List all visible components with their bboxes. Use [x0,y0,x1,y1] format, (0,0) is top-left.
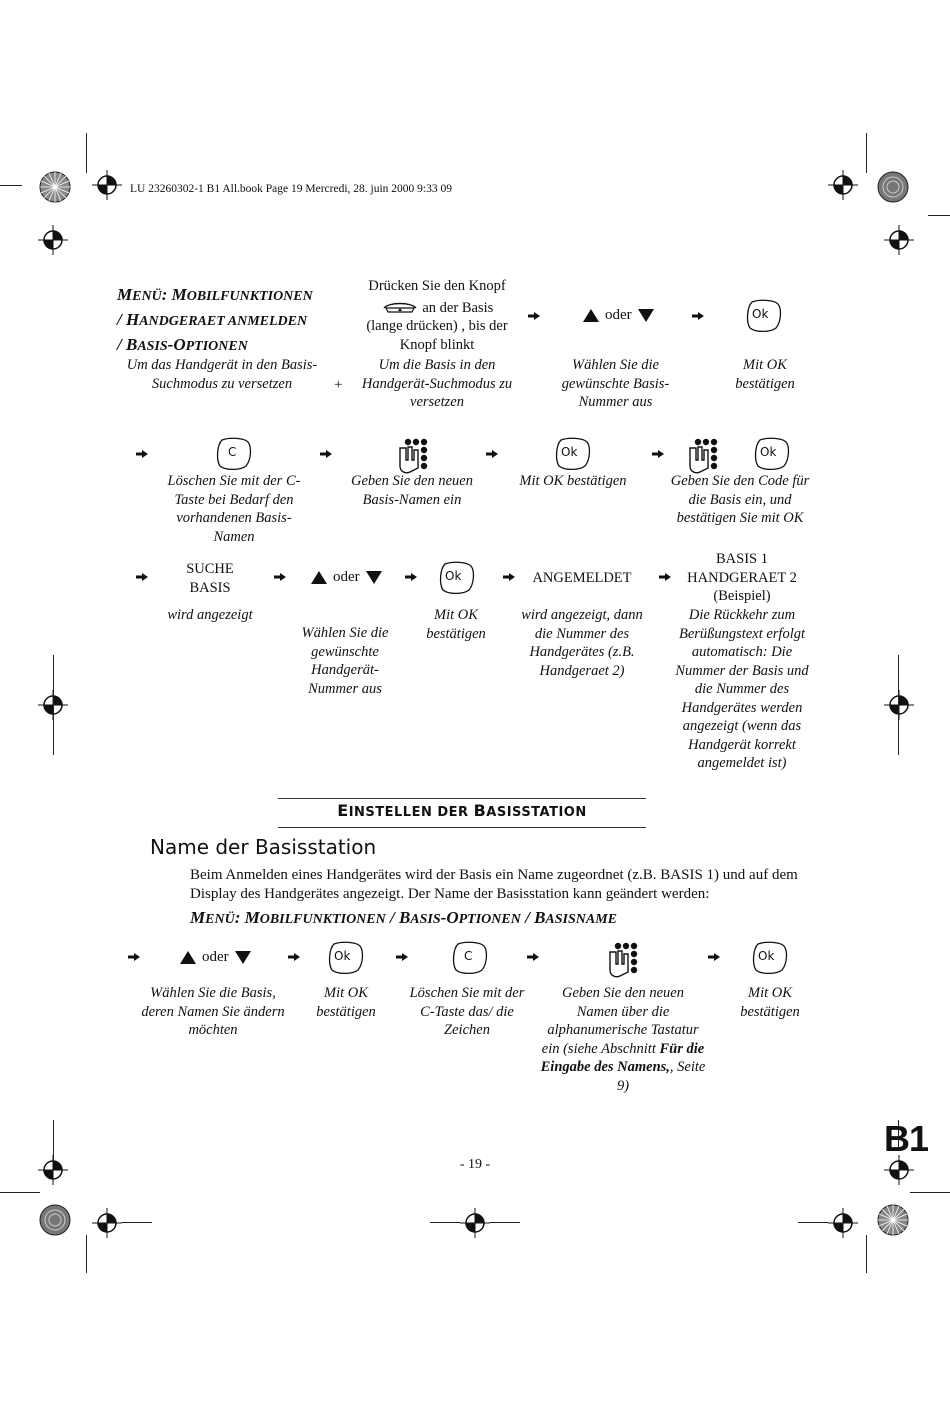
confirm-text: Mit OK bestätigen [740,985,800,1020]
trim-line [53,1120,54,1160]
registration-mark-icon [38,170,72,204]
right-arrow-icon [708,953,720,961]
right-arrow-icon [527,953,539,961]
intro-text: Um das Handgerät in den Basis-Suchmodus zu versetzen [126,357,318,392]
right-arrow-icon [320,450,332,458]
trim-line [86,1235,87,1273]
ok-button-icon: Ok [752,436,792,472]
trim-line [0,1192,40,1193]
up-triangle-icon [583,309,599,322]
display-text-suche-basis: SUCHE BASIS [186,561,234,596]
delete-text: Löschen Sie mit der C-Taste bei Bedarf den vorhandenen Basis-Namen [167,473,301,545]
trim-line [866,133,867,173]
right-arrow-icon [652,450,664,458]
trim-line [910,1192,950,1193]
right-arrow-icon [405,573,417,581]
page-number: - 19 - [459,1157,491,1172]
right-arrow-icon [136,450,148,458]
trim-line [86,133,87,173]
angemeldet-desc: wird angezeigt, dann die Nummer des Handgerätes (z.B. Handgeraet 2) [521,607,643,679]
trim-line [53,655,54,755]
ok-button-icon: Ok [437,560,477,596]
right-arrow-icon [274,573,286,581]
display-text-angemeldet: ANGEMELDET [532,570,632,586]
registration-mark-icon [38,1203,72,1237]
c-button-icon: C [214,436,254,472]
menu-path: MENÜ: MOBILFUNKTIONEN / BASIS-OPTIONEN / BASISNAME [190,908,617,927]
right-arrow-icon [486,450,498,458]
press-button-desc: Um die Basis in den Handgerät-Suchmodus zu versetzen [361,357,513,410]
ok-button-icon: Ok [326,940,366,976]
crosshair-mark-icon [92,1208,122,1238]
return-desc: Die Rückkehr zum Berüßungstext erfolgt automatisch: Die Nummer der Basis und die Nummer des Handgerätes werden angezeigt (wenn das Handgerät korrekt angemeldet ist) [675,607,809,771]
trim-line [866,1235,867,1273]
down-triangle-icon [366,571,382,584]
section-rule-top [278,798,646,799]
right-arrow-icon [692,312,704,320]
trim-line [0,185,22,186]
trim-line [430,1222,460,1223]
up-down-selector: oder [311,568,382,587]
keypad-hand-icon [684,436,724,476]
trim-line [122,1222,152,1223]
trim-line [928,215,950,216]
plus-sign: + [334,377,343,393]
print-header: LU 23260302-1 B1 All.book Page 19 Mercredi, 28. juin 2000 9:33 09 [130,183,452,195]
enter-code-text: Geben Sie den Code für die Basis ein, und bestätigen Sie mit OK [670,473,810,526]
ok-button-icon: Ok [750,940,790,976]
registration-mark-icon [876,170,910,204]
right-arrow-icon [528,312,540,320]
body-paragraph: Beim Anmelden eines Handgerätes wird der Basis ein Name zugeordnet (z.B. BASIS 1) und auf dem Display des Handgerätes angezeigt. Der Name der Basisstation kann geändert werden: [190,867,798,902]
enter-name-text: Geben Sie den neuen Basis-Namen ein [351,473,473,508]
keypad-hand-icon [604,940,644,980]
right-arrow-icon [128,953,140,961]
confirm-text: Mit OK bestätigen [316,985,376,1020]
press-button-text: Drücken Sie den Knopf an der Basis (lange drücken) , bis der Knopf blinkt [366,278,508,353]
trim-line [490,1222,520,1223]
section-tab-label: B1 [884,1118,929,1159]
right-arrow-icon [396,953,408,961]
confirm-text: Mit OK bestätigen [426,607,486,642]
ok-button-icon: Ok [744,298,784,334]
crosshair-mark-icon [828,1208,858,1238]
crosshair-mark-icon [884,225,914,255]
crosshair-mark-icon [460,1208,490,1238]
confirm-text: Mit OK bestätigen [735,357,795,392]
choose-base-text: Wählen Sie die gewünschte Basis-Nummer aus [561,357,670,410]
up-triangle-icon [180,951,196,964]
crosshair-mark-icon [884,690,914,720]
crosshair-mark-icon [828,170,858,200]
right-arrow-icon [503,573,515,581]
down-triangle-icon [638,309,654,322]
trim-line [798,1222,828,1223]
ok-button-icon: Ok [553,436,593,472]
down-triangle-icon [235,951,251,964]
right-arrow-icon [136,573,148,581]
section-title: EINSTELLEN DER BASISSTATION [337,801,587,820]
confirm-text: Mit OK bestätigen [519,473,627,489]
registration-mark-icon [876,1203,910,1237]
up-down-selector: oder [180,948,251,967]
crosshair-mark-icon [92,170,122,200]
enter-new-name-text: Geben Sie den neuen Namen über die alphanumerische Tastatur ein (siehe Abschnitt Für die Eingabe des Namens,, Seite 9) [540,985,706,1094]
shown-text: wird angezeigt [167,607,253,623]
subheading: Name der Basisstation [150,835,377,859]
section-rule-bottom [278,827,646,828]
display-text-basis-handgeraet: BASIS 1 HANDGERAET 2 (Beispiel) [687,551,797,604]
up-triangle-icon [311,571,327,584]
keypad-hand-icon [394,436,434,476]
right-arrow-icon [659,573,671,581]
up-down-selector: oder [583,306,654,325]
crosshair-mark-icon [38,225,68,255]
trim-line [898,655,899,755]
base-page-button-icon [381,300,419,316]
choose-base-name-text: Wählen Sie die Basis, deren Namen Sie ändern möchten [141,985,285,1038]
choose-handset-text: Wählen Sie die gewünschte Handgerät-Nummer aus [301,625,389,697]
delete-chars-text: Löschen Sie mit der C-Taste das/ die Zeichen [409,985,525,1038]
c-button-icon: C [450,940,490,976]
right-arrow-icon [288,953,300,961]
menu-path: MENÜ: MOBILFUNKTIONEN / HANDGERAET ANMELDEN / BASIS-OPTIONEN [117,285,313,354]
